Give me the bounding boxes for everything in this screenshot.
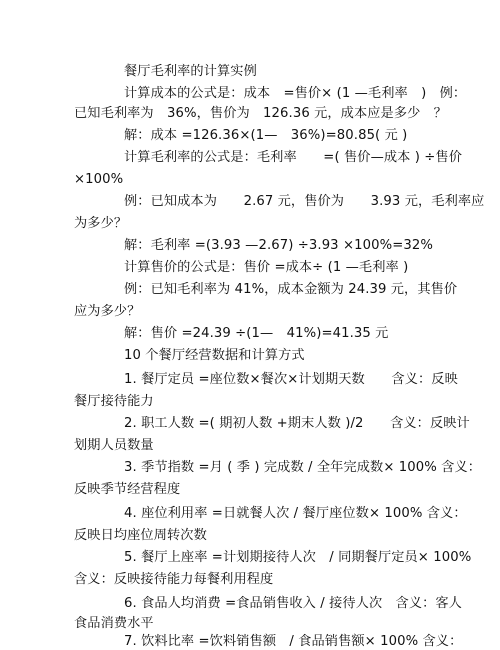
- text-line: 计算售价的公式是：售价 =成本÷ (1 —毛利率 ): [124, 260, 409, 275]
- text-line: 计算毛利率的公式是：毛利率 =( 售价—成本 ) ÷售价: [124, 150, 462, 165]
- text-line: 例：已知成本为 2.67 元，售价为 3.93 元，毛利率应: [124, 194, 485, 209]
- text-line: 反映日均座位周转次数: [74, 528, 207, 543]
- text-line: 反映季节经营程度: [74, 482, 181, 497]
- text-line: 餐厅接待能力: [74, 394, 154, 409]
- text-line: 计算成本的公式是：成本 =售价× (1 —毛利率 ) 例：: [124, 86, 467, 101]
- section-heading: 10 个餐厅经营数据和计算方式: [124, 348, 305, 363]
- text-line: 3. 季节指数 =月 ( 季 ) 完成数 / 全年完成数× 100% 含义：: [124, 460, 482, 475]
- text-line: 应为多少？: [74, 304, 141, 319]
- text-line: 7. 饮料比率 =饮料销售额 / 食品销售额× 100% 含义：: [124, 634, 463, 649]
- text-line: 含义：反映接待能力每餐利用程度: [74, 572, 274, 587]
- text-line: 2. 职工人数 =( 期初人数 +期末人数 )/2 含义：反映计: [124, 416, 470, 431]
- text-line: 为多少？: [74, 216, 128, 231]
- text-line: 解：成本 =126.36×(1— 36%)=80.85( 元 ): [124, 128, 408, 143]
- text-line: 4. 座位利用率 =日就餐人次 / 餐厅座位数× 100% 含义：: [124, 506, 467, 521]
- text-line: 5. 餐厅上座率 =计划期接待人次 / 同期餐厅定员× 100%: [124, 550, 472, 565]
- text-line: 解：售价 =24.39 ÷(1— 41%)=41.35 元: [124, 326, 389, 341]
- document-title: 餐厅毛利率的计算实例: [124, 64, 257, 79]
- text-line: 例：已知毛利率为 41%，成本金额为 24.39 元，其售价: [124, 282, 458, 297]
- text-line: 1. 餐厅定员 =座位数×餐次×计划期天数 含义：反映: [124, 372, 458, 387]
- text-line: 食品消费水平: [74, 616, 154, 631]
- text-line: 6. 食品人均消费 =食品销售收入 / 接待人次 含义：客人: [124, 596, 462, 611]
- text-line: 已知毛利率为 36%，售价为 126.36 元，成本应是多少 ？: [74, 106, 447, 121]
- text-line: 解：毛利率 =(3.93 —2.67) ÷3.93 ×100%=32%: [124, 238, 433, 253]
- text-line: ×100%: [74, 172, 124, 187]
- text-line: 划期人员数量: [74, 438, 154, 453]
